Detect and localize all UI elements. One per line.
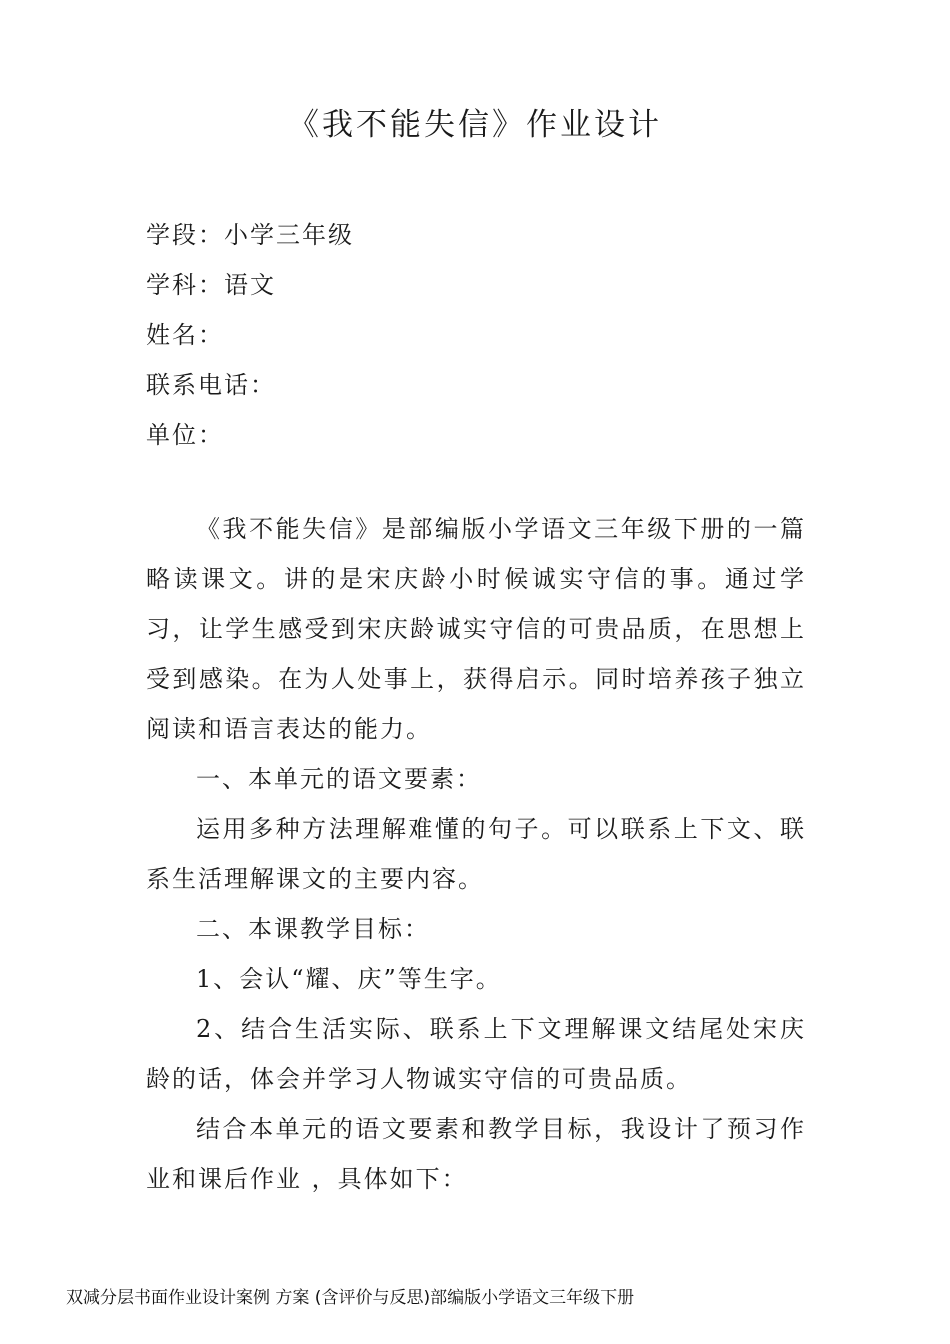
- goal-item-2: 2、结合生活实际、联系上下文理解课文结尾处宋庆龄的话，体会并学习人物诚实守信的可贵品质。: [146, 1015, 806, 1093]
- meta-phone: 联系电话：: [146, 371, 276, 399]
- meta-grade: 学段：小学三年级: [146, 221, 354, 249]
- intro-paragraph: 《我不能失信》是部编版小学语文三年级下册的一篇略读课文。讲的是宋庆龄小时候诚实守信的事。通过学习，让学生感受到宋庆龄诚实守信的可贵品质，在思想上受到感染。在为人处事上，获得启示。同时培养孩子独立阅读和语言表达的能力。: [146, 515, 806, 743]
- meta-subject: 学科：语文: [146, 271, 276, 299]
- section-heading-teaching-goals: 二、本课教学目标：: [196, 915, 430, 943]
- document-title: 《我不能失信》作业设计: [288, 107, 662, 143]
- meta-name: 姓名：: [146, 321, 224, 349]
- meta-unit: 单位：: [146, 421, 224, 449]
- summary-paragraph: 结合本单元的语文要素和教学目标，我设计了预习作业和课后作业 ，具体如下：: [146, 1115, 806, 1193]
- document-meta: [146, 210, 806, 460]
- page-footer: 双减分层书面作业设计案例 方案 (含评价与反思)部编版小学语文三年级下册: [66, 1288, 635, 1308]
- goal-item-1: 1、会认“耀、庆”等生字。: [196, 965, 502, 993]
- document-body: [146, 504, 806, 1204]
- section-heading-unit-elements: 一、本单元的语文要素：: [196, 765, 482, 793]
- unit-elements-paragraph: 运用多种方法理解难懂的句子。可以联系上下文、联系生活理解课文的主要内容。: [146, 815, 806, 893]
